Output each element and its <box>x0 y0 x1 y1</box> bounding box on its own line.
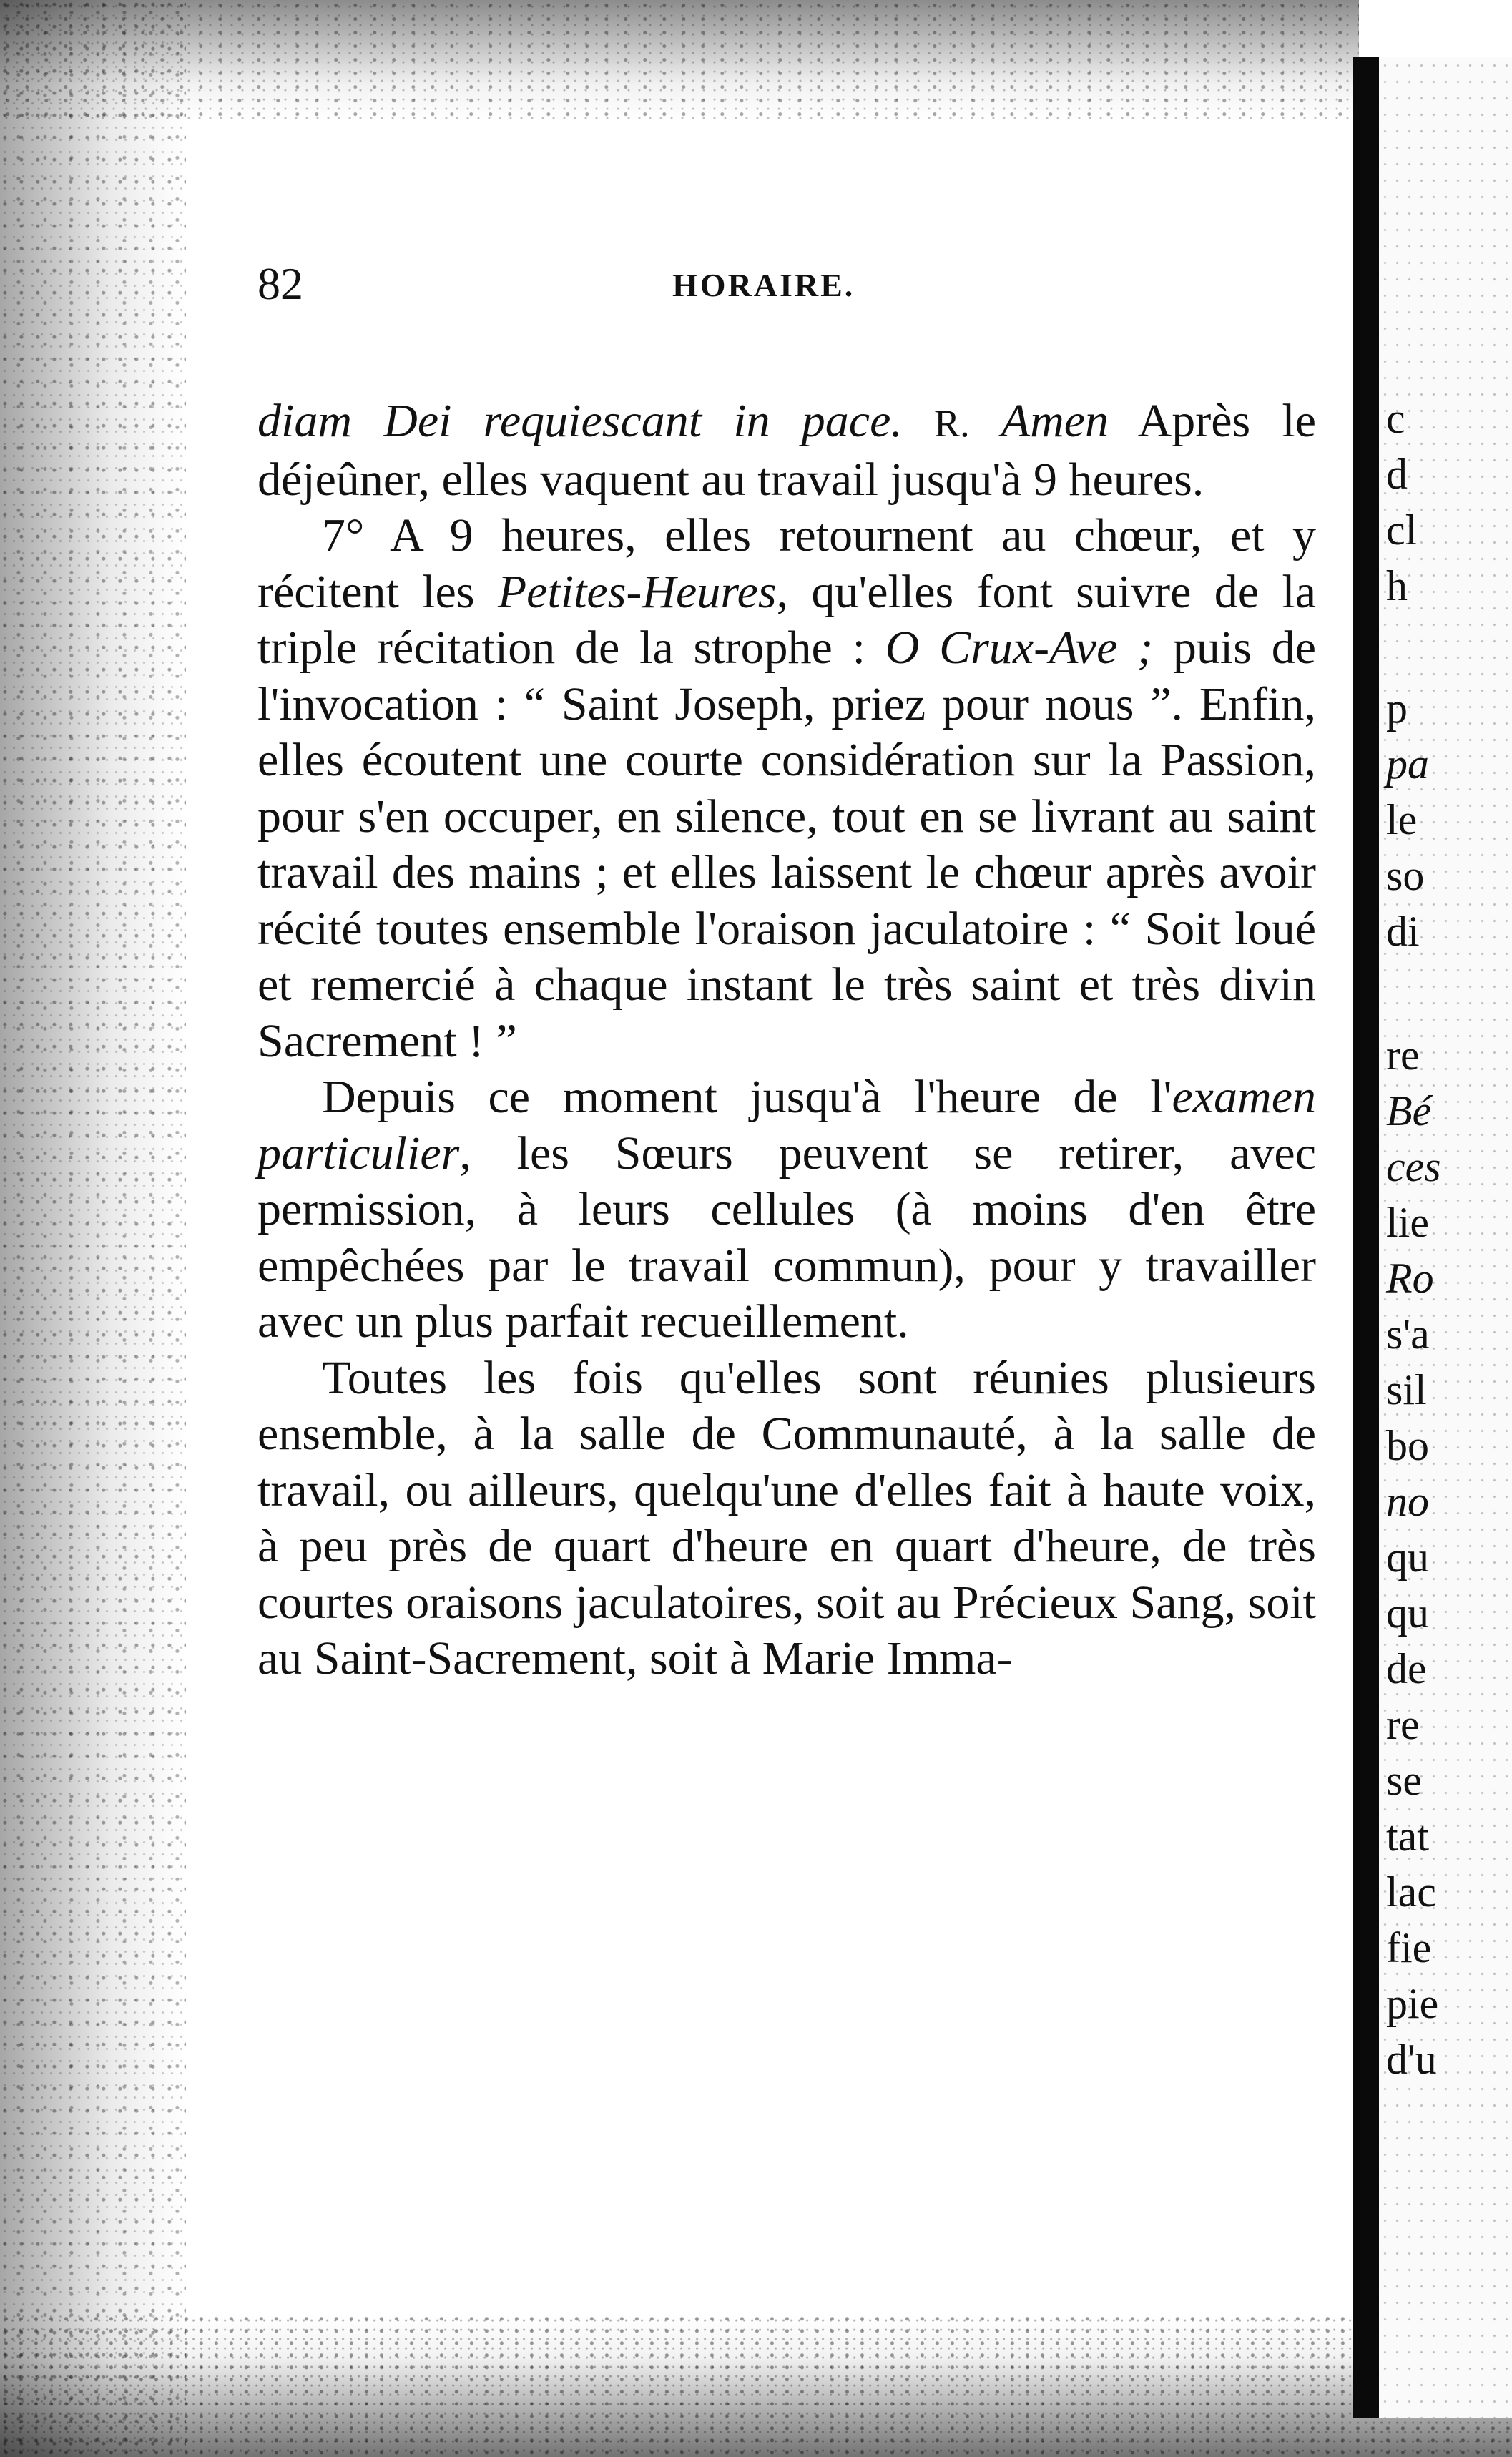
facing-line: pa <box>1386 740 1429 788</box>
facing-line: fie <box>1386 1924 1432 1971</box>
p3-text-c: , les Sœurs peuvent se retirer, avec permission, à leurs cellules (à moins d'en être empêchées par le travail commun), pour y travailler avec un plus parfait recueillement. <box>257 1127 1316 1348</box>
scan-top-margin <box>0 0 1359 122</box>
facing-line: c <box>1386 395 1405 442</box>
facing-page-edge <box>1379 57 1512 2418</box>
facing-line: se <box>1386 1757 1422 1804</box>
facing-line: d <box>1386 451 1408 498</box>
amen-word: Amen <box>1001 395 1109 447</box>
facing-line: h <box>1386 562 1408 609</box>
paragraph-3 <box>257 1069 1316 1350</box>
facing-line: lac <box>1386 1868 1436 1916</box>
facing-line: no <box>1386 1478 1429 1525</box>
response-marker: R. <box>934 402 970 445</box>
facing-line: tat <box>1386 1813 1429 1860</box>
scan-left-margin <box>0 0 186 2457</box>
facing-line: di <box>1386 908 1420 955</box>
facing-line: Ro <box>1386 1255 1434 1302</box>
facing-line: pie <box>1386 1980 1439 2027</box>
p3-text-a: Depuis ce moment jusqu'à l'heure de l' <box>322 1071 1172 1123</box>
p2-italic-crux-ave: O Crux-Ave ; <box>885 622 1154 674</box>
paragraph-4: Toutes les fois qu'elles sont réunies plusieurs ensemble, à la salle de Communauté, à la salle de travail, ou ailleurs, quelqu'une d'elles fait à haute voix, à peu près de quart d'heure en quart d'heure, de très courtes oraisons jaculatoires, soit au Précieux Sang, soit au Saint-Sacrement, soit à Marie Imma- <box>257 1351 1316 1684</box>
paragraph-2 <box>257 508 1316 1069</box>
facing-line: s'a <box>1386 1310 1430 1358</box>
facing-line: lie <box>1386 1199 1429 1246</box>
p2-text-a: 7° A 9 heures, elles retournent au chœur, et y récitent les <box>257 509 1316 618</box>
facing-line: Bé <box>1386 1087 1432 1134</box>
facing-line: p <box>1386 685 1408 732</box>
book-gutter <box>1353 57 1379 2418</box>
scan-bottom-margin <box>0 2314 1512 2457</box>
facing-line: sil <box>1386 1366 1427 1413</box>
page-number: 82 <box>257 258 303 309</box>
facing-line: d'u <box>1386 2036 1437 2083</box>
book-page <box>257 258 1316 1687</box>
paragraph-1 <box>257 393 1316 508</box>
p2-text-c: , qu'elles font suivre de la triple récitation de la strophe : <box>257 565 1316 674</box>
facing-line: so <box>1386 852 1425 899</box>
running-title: HORAIRE. <box>672 267 855 303</box>
facing-line: de <box>1386 1645 1427 1692</box>
facing-line: qu <box>1386 1534 1429 1581</box>
latin-phrase: diam Dei requiescant in pace. <box>257 395 903 447</box>
facing-line: qu <box>1386 1589 1429 1637</box>
p2-italic-petites-heures: Petites-Heures <box>497 565 777 618</box>
facing-line: re <box>1386 1701 1420 1748</box>
facing-line: bo <box>1386 1422 1429 1469</box>
p3-italic-examen: examen particulier <box>257 1071 1316 1180</box>
running-head <box>257 258 1316 336</box>
facing-line: re <box>1386 1031 1420 1079</box>
facing-line: ces <box>1386 1143 1441 1190</box>
body-text <box>257 393 1316 1687</box>
paragraph-1-rest: Après le déjeûner, elles vaquent au travail jusqu'à 9 heures. <box>257 395 1316 506</box>
p2-text-e: puis de l'invocation : “ Saint Joseph, priez pour nous ”. Enfin, elles écoutent une courte considération sur la Passion, pour s'en occuper, en silence, tout en se livrant au saint travail des mains ; et elles laissent le chœur après avoir récité toutes ensemble l'oraison jaculatoire : “ Soit loué et remercié à chaque instant le très saint et très divin Sacrement ! ” <box>257 622 1316 1067</box>
facing-line: cl <box>1386 506 1418 554</box>
facing-line: le <box>1386 796 1418 843</box>
